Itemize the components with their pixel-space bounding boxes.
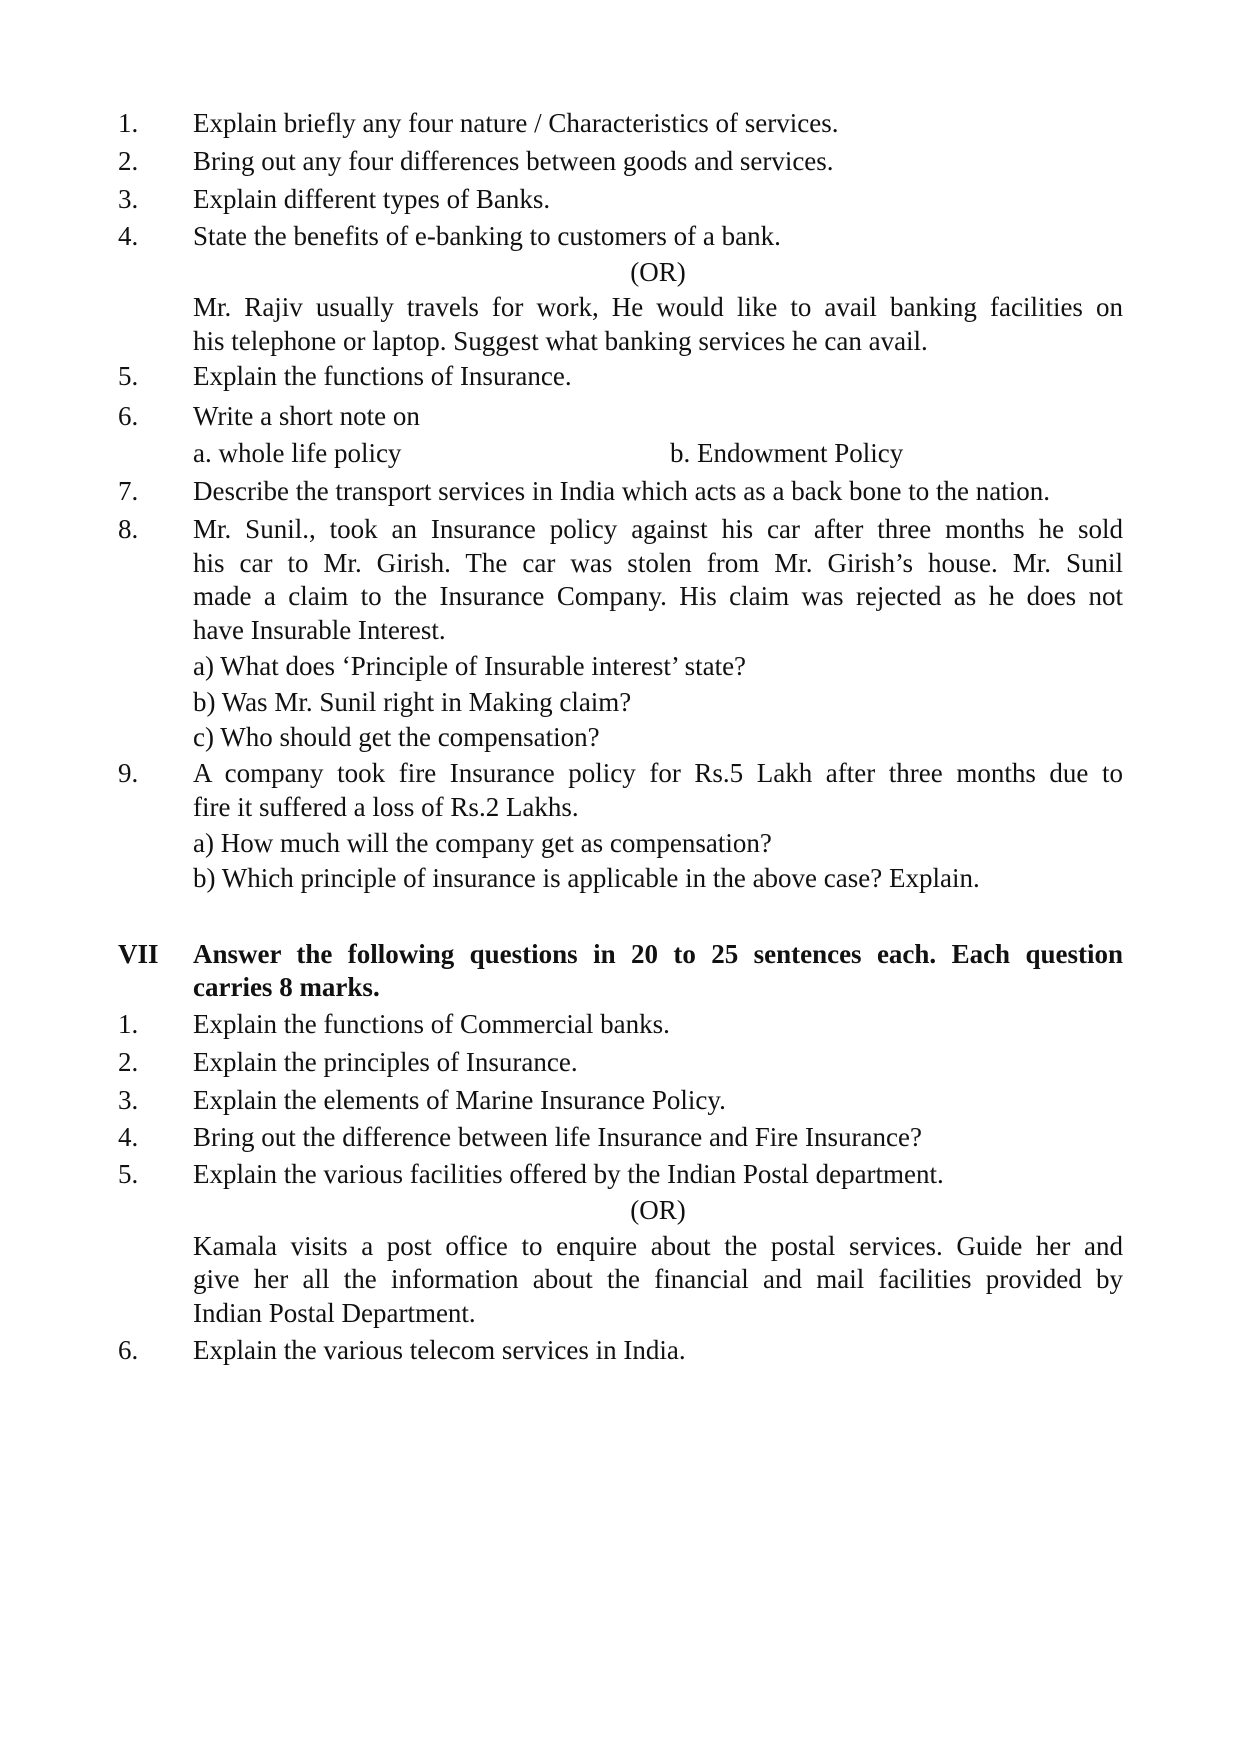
question-number: 6. [118,1335,139,1365]
question-text: Bring out the difference between life Insurance and Fire Insurance? [193,1122,922,1152]
question-number: 5. [118,361,139,391]
question-text: Explain the functions of Commercial banks. [193,1009,670,1039]
question-text: give her all the information about the financial and mail facilities provided by [193,1264,1123,1294]
section-numeral: VII [118,939,159,969]
question-text: Write a short note on [193,401,420,431]
question-text: Explain the elements of Marine Insurance Policy. [193,1085,726,1115]
sub-question: a) What does ‘Principle of Insurable interest’ state? [193,651,747,681]
question-number: 5. [118,1159,139,1189]
question-text: State the benefits of e-banking to customers of a bank. [193,221,781,251]
sub-question: a) How much will the company get as compensation? [193,828,772,858]
question-number: 2. [118,146,139,176]
question-text: made a claim to the Insurance Company. His claim was rejected as he does not [193,581,1123,611]
question-number: 4. [118,1122,139,1152]
question-number: 1. [118,1009,139,1039]
question-number: 8. [118,514,139,544]
sub-question: c) Who should get the compensation? [193,722,600,752]
question-number: 6. [118,401,139,431]
sub-option: a. whole life policy [193,438,402,468]
or-separator: (OR) [630,257,686,287]
section-heading: carries 8 marks. [193,972,380,1002]
question-text: Explain the functions of Insurance. [193,361,572,391]
question-number: 9. [118,758,139,788]
question-number: 4. [118,221,139,251]
question-number: 3. [118,1085,139,1115]
question-text: Explain the various telecom services in India. [193,1335,686,1365]
question-text: Describe the transport services in India which acts as a back bone to the nation. [193,476,1050,506]
section-heading: Answer the following questions in 20 to 25 sentences each. Each question [193,939,1123,969]
question-number: 7. [118,476,139,506]
question-text: Explain briefly any four nature / Characteristics of services. [193,108,839,138]
question-number: 2. [118,1047,139,1077]
question-text: A company took fire Insurance policy for Rs.5 Lakh after three months due to [193,758,1123,788]
question-text: Mr. Rajiv usually travels for work, He would like to avail banking facilities on [193,292,1123,322]
sub-question: b) Was Mr. Sunil right in Making claim? [193,687,632,717]
question-text: have Insurable Interest. [193,615,446,645]
question-number: 1. [118,108,139,138]
question-text: Bring out any four differences between goods and services. [193,146,834,176]
question-text: Indian Postal Department. [193,1298,476,1328]
question-number: 3. [118,184,139,214]
question-text: Explain the various facilities offered by the Indian Postal department. [193,1159,944,1189]
question-text: Mr. Sunil., took an Insurance policy against his car after three months he sold [193,514,1123,544]
question-text: his telephone or laptop. Suggest what banking services he can avail. [193,326,928,356]
question-text: Kamala visits a post office to enquire about the postal services. Guide her and [193,1231,1123,1261]
question-text: his car to Mr. Girish. The car was stolen from Mr. Girish’s house. Mr. Sunil [193,548,1123,578]
sub-question: b) Which principle of insurance is applicable in the above case? Explain. [193,863,980,893]
question-text: Explain different types of Banks. [193,184,551,214]
sub-option: b. Endowment Policy [670,438,904,468]
question-text: fire it suffered a loss of Rs.2 Lakhs. [193,792,579,822]
or-separator: (OR) [630,1195,686,1225]
question-text: Explain the principles of Insurance. [193,1047,578,1077]
